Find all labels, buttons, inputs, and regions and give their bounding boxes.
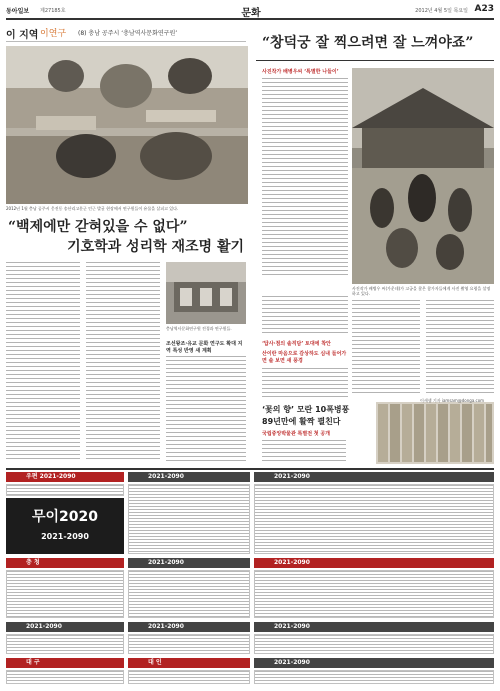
section-label-accent: 이연구 [40, 29, 67, 39]
left-subhead: 조선왕조·유교 문화 연구도 확대 지역 특성 반영 새 계획 [166, 341, 243, 354]
ad-header-top-mid: 2021-2090 [128, 472, 250, 482]
right-text-col3 [262, 368, 348, 400]
institute-photo [166, 262, 246, 324]
section-title: 문화 [241, 8, 261, 19]
ad-header-row2-right: 2021-2090 [254, 558, 494, 568]
ad-header-top-left: 우편 2021-2090 [6, 472, 124, 482]
ad-block-row2-left [6, 570, 124, 618]
page-number: A23 [474, 4, 494, 14]
issue-number: 제27185호 [40, 8, 66, 14]
ad-header-row2-left: 충 청 [6, 558, 124, 568]
paper-name: 동아일보 [6, 8, 30, 15]
right-text-col4 [352, 300, 420, 396]
ad-block-row4-right [254, 670, 494, 684]
series-subtitle: (8) 충남 공주시 ‘충남역사문화연구원’ [78, 30, 178, 37]
ad-header-row3-left: 2021-2090 [6, 622, 124, 632]
peony-title-1: ‘꽃의 향’ 모란 10폭병풍 [262, 405, 350, 414]
ad-header-top-right: 2021-2090 [254, 472, 494, 482]
peony-subhead: 국립중앙박물관 특별전 첫 공개 [262, 431, 331, 437]
right-text-col2 [262, 296, 348, 336]
palace-photo-caption: 사진작가 배병우 씨(가운데)가 고궁을 찾은 참가자들에게 사진 촬영 요령을 설명하고 있다. [352, 286, 491, 296]
institute-photo-caption: 충남역사문화연구원 전경과 연구원들. [166, 326, 232, 331]
headline-sub: 기호학과 성리학 재조명 활기 [67, 239, 244, 255]
section-label: 이 지역 [6, 30, 39, 41]
classified-ads [6, 468, 494, 684]
article-text-col1 [6, 262, 80, 462]
headline-rule [256, 60, 494, 61]
right-subhead1: 사진작가 배병우씨 ‘특별한 나들이’ [262, 69, 339, 75]
ad-block-top-left [6, 484, 124, 496]
ad-block-top-mid [128, 484, 250, 554]
ad-banner-number: 2021-2090 [41, 532, 89, 541]
issue-date: 2012년 4월 5일 목요일 [415, 8, 468, 14]
excavation-photo [6, 46, 248, 204]
ad-block-top-right [254, 484, 494, 554]
article-text-col2 [86, 262, 160, 462]
ad-block-row3-mid [128, 634, 250, 654]
left-article-header [6, 24, 246, 42]
peony-screen-photo [376, 402, 494, 464]
ad-block-row4-mid [128, 670, 250, 684]
ad-header-row3-mid: 2021-2090 [128, 622, 250, 632]
right-text-col5 [426, 300, 494, 396]
ad-banner [6, 498, 124, 554]
ad-header-row3-right: 2021-2090 [254, 622, 494, 632]
peony-title-2: 89년만에 활짝 펼친다 [262, 417, 341, 426]
headline-quote: “백제에만 갇혀있을 수 없다” [8, 219, 188, 235]
palace-photo [352, 68, 494, 284]
ad-block-row3-right [254, 634, 494, 654]
right-subhead2: ‘답사·점의 솔직담’ 토대에 착안 [262, 341, 331, 347]
ad-header-row4-mid: 대 인 [128, 658, 250, 668]
peony-text-col1 [262, 440, 346, 464]
ad-block-row4-left [6, 670, 124, 684]
ad-header-row4-left: 대 구 [6, 658, 124, 668]
ad-block-row3-left [6, 634, 124, 654]
ad-banner-title: 무이2020 [31, 509, 98, 525]
photo-caption: 2012년 1월 충남 공주시 웅진동 송산리고분군 인근 발굴 현장에서 연구원들이 유물을 살피고 있다. [6, 206, 179, 211]
ad-block-row2-mid [128, 570, 250, 618]
right-text-col1 [262, 78, 348, 278]
ad-block-row2-right [254, 570, 494, 618]
ad-header-row4-right: 2021-2090 [254, 658, 494, 668]
right-headline: “창덕궁 잘 찍으려면 잘 느껴야죠” [262, 35, 474, 51]
article-text-col3 [166, 356, 246, 462]
masthead [6, 4, 494, 20]
right-subhead3: 산이란 마음으로 감상하도 심내 들어가면 솔 보면 새 풍경 [262, 351, 347, 364]
ad-header-row2-mid: 2021-2090 [128, 558, 250, 568]
byline: 이새샘 기자 iamsam@donga.com [420, 398, 485, 403]
